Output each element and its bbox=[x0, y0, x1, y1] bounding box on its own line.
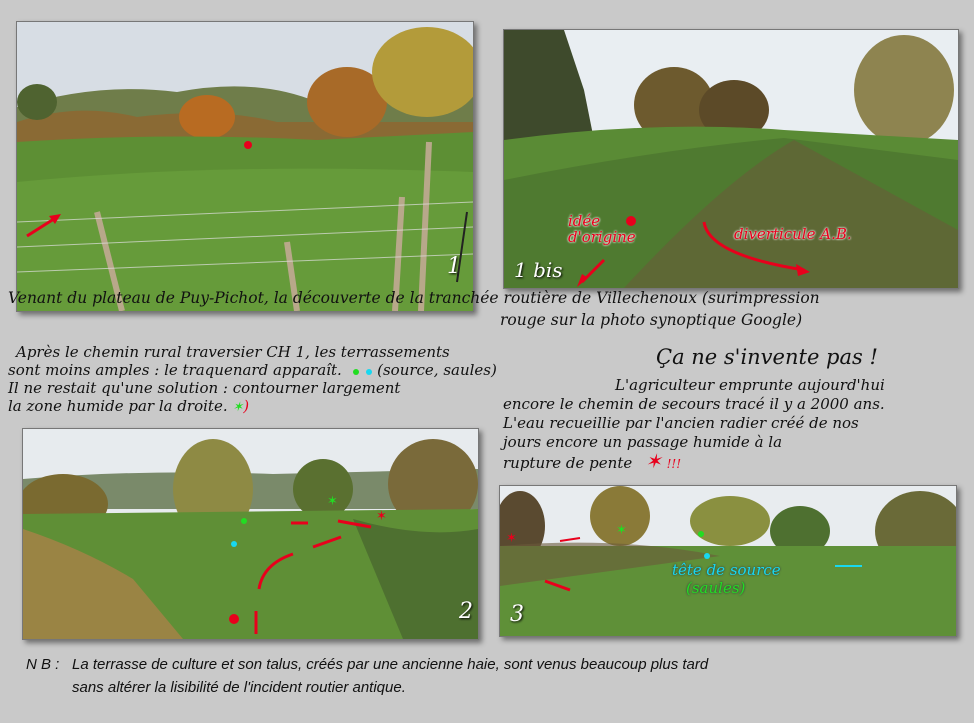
paragraph-text: rupture de pente bbox=[503, 454, 633, 472]
svg-text:✶: ✶ bbox=[616, 523, 627, 538]
nb-line-1: La terrasse de culture et son talus, créés par une ancienne haie, sont venus beaucoup plus tard bbox=[72, 656, 709, 673]
svg-text:✶: ✶ bbox=[376, 509, 387, 524]
photo-number: 2 bbox=[459, 599, 473, 624]
photo-1 bbox=[16, 21, 474, 312]
exclamation-text: !!! bbox=[666, 457, 682, 471]
nb-prefix: N B : bbox=[26, 656, 60, 673]
star-marker-icon: ✶ bbox=[232, 400, 244, 415]
paragraph-line bbox=[8, 397, 497, 417]
annotation-idee-origine: idée d'origine bbox=[568, 212, 636, 246]
photo-1-bis bbox=[503, 29, 959, 289]
paragraph-line: L'eau recueillie par l'ancien radier créé de nos bbox=[503, 414, 859, 432]
photo-2 bbox=[22, 428, 479, 640]
annotation-diverticule: diverticule A.B. bbox=[734, 225, 852, 243]
paragraph-line: encore le chemin de secours tracé il y a 2000 ans. bbox=[503, 395, 885, 413]
photo-number-text: 1 bis bbox=[514, 258, 563, 282]
paragraph-line bbox=[503, 449, 885, 474]
annotation-tete-source: tête de source bbox=[672, 561, 781, 579]
photo-number bbox=[514, 258, 563, 283]
svg-text:✶: ✶ bbox=[327, 494, 338, 509]
paragraph-line bbox=[8, 361, 497, 379]
caption-photo-1-cont: rouge sur la photo synoptique Google) bbox=[500, 311, 803, 329]
svg-text:✶: ✶ bbox=[506, 531, 517, 546]
paragraph-text: (source, saules) bbox=[377, 361, 497, 379]
paragraph-text: la zone humide par la droite. bbox=[8, 397, 228, 415]
annotation-saules: (saules) bbox=[686, 579, 746, 597]
paragraph-agriculteur bbox=[503, 376, 885, 474]
paragraph-text: sont moins amples : le traquenard apparaît. bbox=[8, 361, 342, 379]
green-dot-marker bbox=[353, 369, 359, 375]
caption-photo-1: Venant du plateau de Puy-Pichot, la découverte de la tranchée routière de Villechenoux (surimpression bbox=[8, 289, 820, 307]
photo-3 bbox=[499, 485, 957, 637]
paragraph-line: Après le chemin rural traversier CH 1, les terrassements bbox=[16, 343, 450, 361]
paragraph-traquenard bbox=[8, 343, 497, 417]
paragraph-line: Il ne restait qu'une solution : contourner largement bbox=[8, 379, 401, 397]
paragraph-line: L'agriculteur emprunte aujourd'hui bbox=[615, 376, 885, 394]
photo-number: 1 bbox=[447, 254, 461, 279]
nb-line-2: sans altérer la lisibilité de l'incident routier antique. bbox=[72, 679, 406, 696]
section-title: Ça ne s'invente pas ! bbox=[656, 345, 878, 369]
red-star-icon: ✶ bbox=[645, 449, 662, 473]
cyan-dot-marker bbox=[366, 369, 372, 375]
curve-arrow-icon: ) bbox=[243, 397, 250, 415]
paragraph-line: jours encore un passage humide à la bbox=[503, 433, 783, 451]
photo-number: 3 bbox=[510, 602, 524, 627]
